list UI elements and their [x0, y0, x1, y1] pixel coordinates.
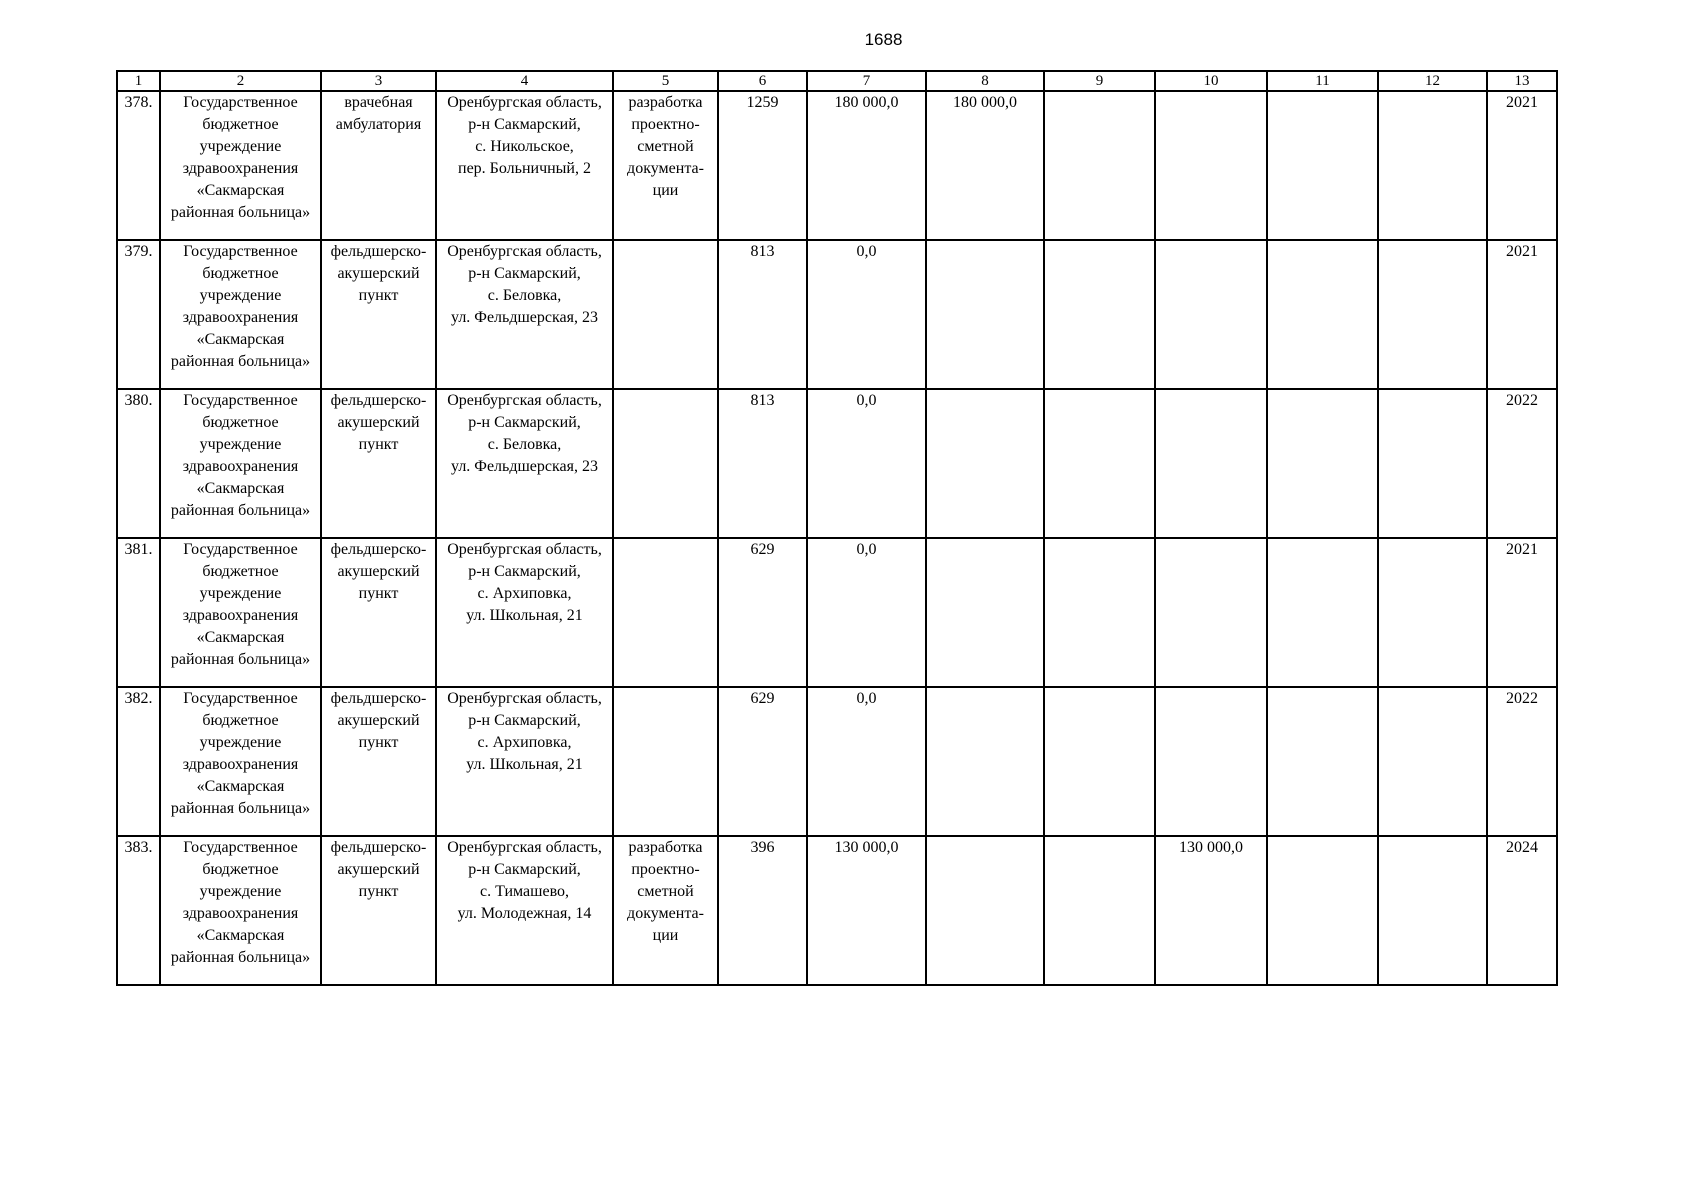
- year-cell: 2021: [1487, 91, 1557, 240]
- amount-col11: [1267, 538, 1378, 687]
- column-number: 1: [117, 71, 160, 91]
- row-number: 379.: [117, 240, 160, 389]
- organization-cell-line: Государственное: [183, 94, 298, 111]
- organization-cell-line: бюджетное: [202, 563, 279, 580]
- amount-col11: [1267, 389, 1378, 538]
- year-cell: 2022: [1487, 389, 1557, 538]
- facility-type-cell: [321, 91, 436, 240]
- amount-col8: 180 000,0: [926, 91, 1044, 240]
- column-number: 5: [613, 71, 718, 91]
- amount-col8: [926, 240, 1044, 389]
- organization-cell-line: учреждение: [199, 436, 282, 453]
- amount-col10: [1155, 389, 1267, 538]
- organization-cell-line: районная больница»: [170, 502, 311, 519]
- organization-cell-line: здравоохранения: [182, 309, 299, 326]
- table-row: [117, 836, 1557, 985]
- amount-col10: [1155, 91, 1267, 240]
- work-type-cell-line: разработка: [628, 94, 703, 111]
- address-cell: [436, 836, 613, 985]
- address-cell-line: р-н Сакмарский,: [468, 414, 581, 431]
- address-cell-line: Оренбургская область,: [447, 839, 602, 856]
- address-cell-line: ул. Фельдшерская, 23: [451, 458, 598, 475]
- row-number: 380.: [117, 389, 160, 538]
- value-col6: 629: [718, 687, 807, 836]
- address-cell-line: р-н Сакмарский,: [468, 861, 581, 878]
- column-number: 8: [926, 71, 1044, 91]
- address-cell: [436, 538, 613, 687]
- table-row: [117, 91, 1557, 240]
- organization-cell: [160, 389, 321, 538]
- column-number: 2: [160, 71, 321, 91]
- amount-col11: [1267, 836, 1378, 985]
- amount-col8: [926, 836, 1044, 985]
- table-body: [117, 71, 1557, 985]
- work-type-cell-line: документа-: [627, 905, 704, 922]
- facilities-table: [116, 70, 1558, 986]
- value-col6: 1259: [718, 91, 807, 240]
- amount-col11: [1267, 91, 1378, 240]
- work-type-cell: [613, 240, 718, 389]
- page-number: 1688: [864, 30, 903, 49]
- organization-cell-line: учреждение: [199, 138, 282, 155]
- amount-col8: [926, 538, 1044, 687]
- organization-cell-line: здравоохранения: [182, 160, 299, 177]
- facility-type-cell-line: фельдшерско-: [330, 243, 427, 260]
- facility-type-cell-line: пункт: [358, 287, 399, 304]
- year-cell: 2021: [1487, 240, 1557, 389]
- amount-col9: [1044, 389, 1155, 538]
- organization-cell-line: районная больница»: [170, 651, 311, 668]
- organization-cell-line: «Сакмарская: [196, 778, 285, 795]
- address-cell-line: Оренбургская область,: [447, 392, 602, 409]
- work-type-cell: [613, 91, 718, 240]
- organization-cell-line: Государственное: [183, 839, 298, 856]
- organization-cell-line: учреждение: [199, 734, 282, 751]
- facility-type-cell-line: фельдшерско-: [330, 392, 427, 409]
- amount-col12: [1378, 240, 1487, 389]
- address-cell-line: Оренбургская область,: [447, 243, 602, 260]
- address-cell-line: Оренбургская область,: [447, 690, 602, 707]
- address-cell-line: р-н Сакмарский,: [468, 116, 581, 133]
- address-cell-line: с. Тимашево,: [479, 883, 570, 900]
- row-number: 383.: [117, 836, 160, 985]
- organization-cell-line: бюджетное: [202, 861, 279, 878]
- facility-type-cell: [321, 389, 436, 538]
- organization-cell: [160, 538, 321, 687]
- work-type-cell: [613, 687, 718, 836]
- amount-col7: 0,0: [807, 538, 926, 687]
- amount-col10: [1155, 687, 1267, 836]
- organization-cell: [160, 240, 321, 389]
- table-row: [117, 240, 1557, 389]
- organization-cell-line: бюджетное: [202, 414, 279, 431]
- organization-cell-line: Государственное: [183, 690, 298, 707]
- amount-col8: [926, 687, 1044, 836]
- facility-type-cell: [321, 836, 436, 985]
- facility-type-cell-line: пункт: [358, 734, 399, 751]
- amount-col8: [926, 389, 1044, 538]
- facility-type-cell: [321, 240, 436, 389]
- amount-col9: [1044, 836, 1155, 985]
- facility-type-cell: [321, 538, 436, 687]
- address-cell-line: р-н Сакмарский,: [468, 563, 581, 580]
- column-number: 13: [1487, 71, 1557, 91]
- organization-cell: [160, 836, 321, 985]
- address-cell-line: с. Никольское,: [475, 138, 574, 155]
- amount-col7: 130 000,0: [807, 836, 926, 985]
- work-type-cell: [613, 538, 718, 687]
- facility-type-cell-line: акушерский: [337, 414, 420, 431]
- facility-type-cell-line: акушерский: [337, 563, 420, 580]
- address-cell-line: р-н Сакмарский,: [468, 712, 581, 729]
- amount-col9: [1044, 91, 1155, 240]
- amount-col12: [1378, 687, 1487, 836]
- organization-cell-line: бюджетное: [202, 116, 279, 133]
- table-row: [117, 687, 1557, 836]
- amount-col7: 0,0: [807, 687, 926, 836]
- amount-col7: 0,0: [807, 389, 926, 538]
- work-type-cell-line: разработка: [628, 839, 703, 856]
- organization-cell-line: Государственное: [183, 243, 298, 260]
- organization-cell-line: учреждение: [199, 883, 282, 900]
- organization-cell-line: «Сакмарская: [196, 331, 285, 348]
- column-number: 11: [1267, 71, 1378, 91]
- organization-cell-line: Государственное: [183, 392, 298, 409]
- address-cell-line: р-н Сакмарский,: [468, 265, 581, 282]
- amount-col12: [1378, 389, 1487, 538]
- work-type-cell-line: сметной: [637, 138, 694, 155]
- organization-cell-line: «Сакмарская: [196, 927, 285, 944]
- year-cell: 2024: [1487, 836, 1557, 985]
- amount-col10: [1155, 538, 1267, 687]
- work-type-cell-line: документа-: [627, 160, 704, 177]
- address-cell: [436, 389, 613, 538]
- column-number: 6: [718, 71, 807, 91]
- organization-cell-line: районная больница»: [170, 353, 311, 370]
- facility-type-cell-line: пункт: [358, 585, 399, 602]
- amount-col9: [1044, 538, 1155, 687]
- address-cell-line: Оренбургская область,: [447, 94, 602, 111]
- work-type-cell-line: проектно-: [631, 861, 700, 878]
- value-col6: 396: [718, 836, 807, 985]
- value-col6: 629: [718, 538, 807, 687]
- organization-cell: [160, 91, 321, 240]
- work-type-cell: [613, 836, 718, 985]
- address-cell: [436, 91, 613, 240]
- column-number: 3: [321, 71, 436, 91]
- organization-cell-line: учреждение: [199, 585, 282, 602]
- facility-type-cell-line: фельдшерско-: [330, 690, 427, 707]
- address-cell-line: с. Архиповка,: [477, 585, 572, 602]
- address-cell: [436, 240, 613, 389]
- organization-cell-line: учреждение: [199, 287, 282, 304]
- row-number: 381.: [117, 538, 160, 687]
- column-number-row: [117, 71, 1557, 91]
- column-number: 10: [1155, 71, 1267, 91]
- table-row: [117, 538, 1557, 687]
- facility-type-cell-line: пункт: [358, 883, 399, 900]
- work-type-cell-line: ции: [652, 927, 679, 944]
- address-cell: [436, 687, 613, 836]
- facility-type-cell-line: врачебная: [344, 94, 413, 111]
- work-type-cell: [613, 389, 718, 538]
- column-number: 9: [1044, 71, 1155, 91]
- table-row: [117, 389, 1557, 538]
- address-cell-line: пер. Больничный, 2: [458, 160, 591, 177]
- work-type-cell-line: сметной: [637, 883, 694, 900]
- row-number: 382.: [117, 687, 160, 836]
- address-cell-line: с. Архиповка,: [477, 734, 572, 751]
- column-number: 12: [1378, 71, 1487, 91]
- amount-col7: 180 000,0: [807, 91, 926, 240]
- facility-type-cell-line: амбулатория: [335, 116, 422, 133]
- column-number: 7: [807, 71, 926, 91]
- address-cell-line: ул. Фельдшерская, 23: [451, 309, 598, 326]
- amount-col10: [1155, 240, 1267, 389]
- column-number: 4: [436, 71, 613, 91]
- facility-type-cell-line: акушерский: [337, 712, 420, 729]
- organization-cell-line: «Сакмарская: [196, 629, 285, 646]
- work-type-cell-line: проектно-: [631, 116, 700, 133]
- organization-cell-line: здравоохранения: [182, 756, 299, 773]
- facility-type-cell-line: фельдшерско-: [330, 541, 427, 558]
- amount-col12: [1378, 91, 1487, 240]
- organization-cell-line: бюджетное: [202, 712, 279, 729]
- address-cell-line: с. Беловка,: [487, 287, 562, 304]
- organization-cell-line: здравоохранения: [182, 905, 299, 922]
- amount-col11: [1267, 687, 1378, 836]
- amount-col9: [1044, 687, 1155, 836]
- organization-cell-line: районная больница»: [170, 949, 311, 966]
- amount-col12: [1378, 836, 1487, 985]
- year-cell: 2021: [1487, 538, 1557, 687]
- value-col6: 813: [718, 240, 807, 389]
- amount-col7: 0,0: [807, 240, 926, 389]
- organization-cell-line: районная больница»: [170, 800, 311, 817]
- address-cell-line: с. Беловка,: [487, 436, 562, 453]
- facility-type-cell: [321, 687, 436, 836]
- organization-cell-line: здравоохранения: [182, 458, 299, 475]
- amount-col10: 130 000,0: [1155, 836, 1267, 985]
- row-number: 378.: [117, 91, 160, 240]
- facility-type-cell-line: пункт: [358, 436, 399, 453]
- facility-type-cell-line: фельдшерско-: [330, 839, 427, 856]
- organization-cell-line: Государственное: [183, 541, 298, 558]
- address-cell-line: ул. Молодежная, 14: [457, 905, 592, 922]
- organization-cell-line: «Сакмарская: [196, 182, 285, 199]
- facility-type-cell-line: акушерский: [337, 861, 420, 878]
- facility-type-cell-line: акушерский: [337, 265, 420, 282]
- organization-cell-line: «Сакмарская: [196, 480, 285, 497]
- amount-col9: [1044, 240, 1155, 389]
- amount-col11: [1267, 240, 1378, 389]
- organization-cell-line: бюджетное: [202, 265, 279, 282]
- address-cell-line: ул. Школьная, 21: [466, 756, 583, 773]
- work-type-cell-line: ции: [652, 182, 679, 199]
- value-col6: 813: [718, 389, 807, 538]
- year-cell: 2022: [1487, 687, 1557, 836]
- address-cell-line: Оренбургская область,: [447, 541, 602, 558]
- organization-cell-line: районная больница»: [170, 204, 311, 221]
- organization-cell-line: здравоохранения: [182, 607, 299, 624]
- address-cell-line: ул. Школьная, 21: [466, 607, 583, 624]
- organization-cell: [160, 687, 321, 836]
- amount-col12: [1378, 538, 1487, 687]
